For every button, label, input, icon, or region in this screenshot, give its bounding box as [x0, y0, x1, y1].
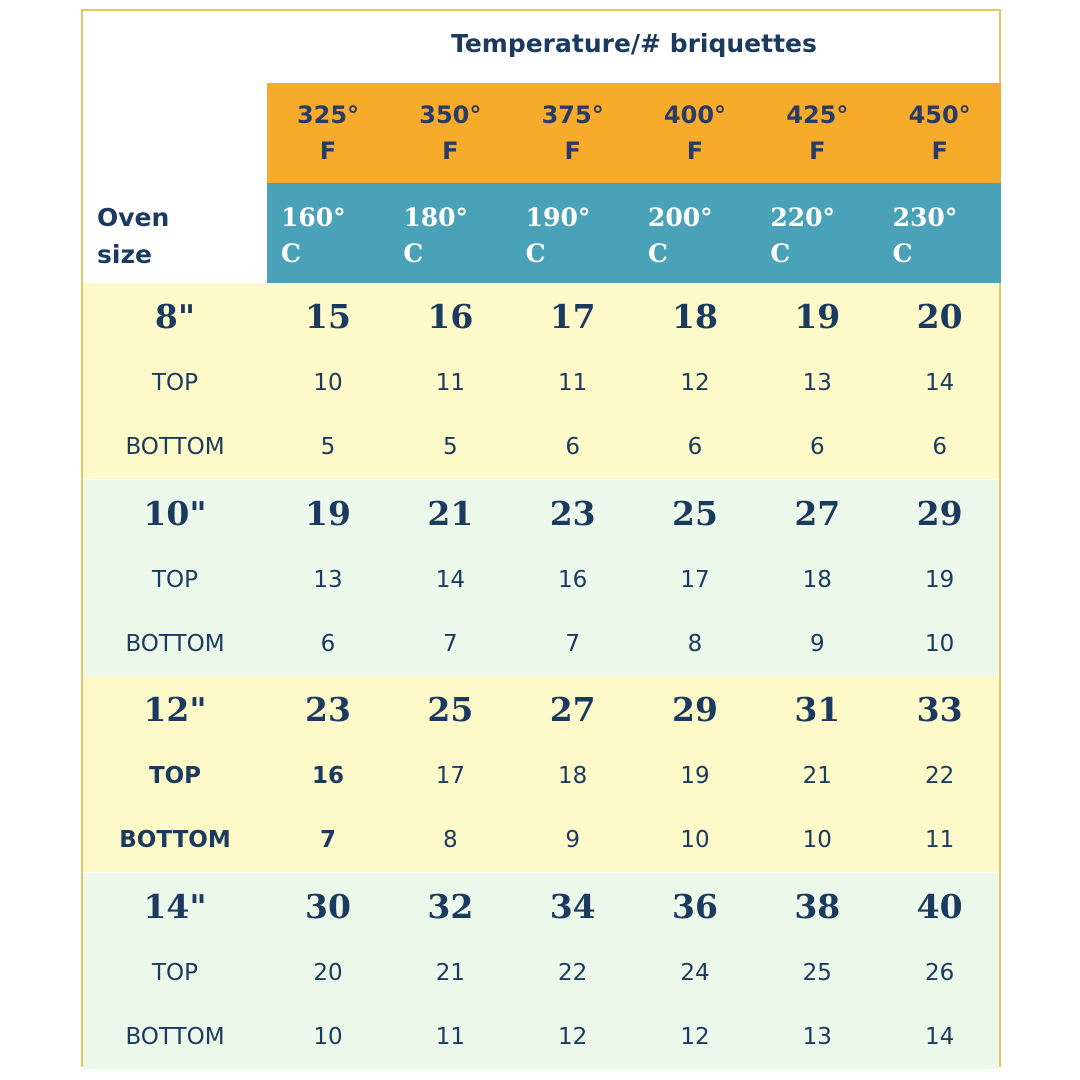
- top-briquette-count: 12: [680, 370, 710, 396]
- celsius-degrees: 190°: [525, 203, 591, 232]
- total-briquette-count: 38: [794, 886, 841, 926]
- celsius-degrees: 180°: [403, 203, 469, 232]
- total-briquette-count: 34: [549, 886, 596, 926]
- top-briquette-count: 18: [558, 763, 588, 789]
- celsius-unit: C: [892, 239, 913, 268]
- bottom-briquette-count: 11: [925, 827, 955, 853]
- total-briquette-count: 32: [427, 886, 474, 926]
- oven-size-label: [97, 199, 169, 273]
- total-briquette-count: 30: [305, 886, 351, 926]
- celsius-unit: C: [403, 239, 424, 268]
- bottom-briquette-count: 9: [565, 827, 580, 853]
- bottom-briquette-count: 6: [932, 434, 947, 460]
- fahrenheit-header-cell: [879, 83, 1001, 183]
- oven-size-label-line1: Oven: [97, 203, 170, 232]
- celsius-unit: C: [525, 239, 546, 268]
- table-title: [83, 11, 999, 85]
- oven-size-group: [83, 676, 999, 872]
- total-row-label: 8": [154, 297, 196, 336]
- fahrenheit-unit: F: [564, 137, 581, 165]
- fahrenheit-degrees: 425°: [786, 101, 849, 129]
- oven-size-label-line2: size: [97, 240, 152, 269]
- top-briquette-count: 17: [435, 763, 465, 789]
- celsius-header-cell: [879, 183, 1001, 283]
- celsius-degrees: 220°: [770, 203, 835, 232]
- total-briquette-count: 29: [672, 690, 718, 729]
- total-briquette-count: 27: [549, 690, 596, 729]
- total-briquette-count: 27: [794, 493, 841, 533]
- bottom-briquette-count: 10: [313, 1023, 343, 1050]
- total-briquette-count: 15: [305, 297, 351, 336]
- top-row-label: TOP: [151, 959, 199, 986]
- bottom-briquette-count: 7: [443, 630, 458, 657]
- bottom-briquette-count: 5: [320, 434, 336, 460]
- top-row-label: TOP: [151, 370, 199, 396]
- oven-size-group: [83, 480, 999, 676]
- fahrenheit-header-cell: [634, 83, 756, 183]
- total-briquette-count: 18: [672, 297, 718, 336]
- oven-size-group: [83, 873, 999, 1069]
- fahrenheit-degrees: 350°: [419, 101, 482, 129]
- bottom-briquette-count: 9: [809, 630, 825, 657]
- fahrenheit-degrees: 450°: [908, 101, 971, 129]
- celsius-header-cell: [512, 183, 634, 283]
- top-briquette-count: 11: [435, 370, 465, 396]
- total-briquette-count: 19: [305, 493, 351, 533]
- celsius-degrees: 200°: [647, 203, 713, 232]
- bottom-row-label: BOTTOM: [125, 630, 225, 657]
- total-briquette-count: 23: [305, 690, 351, 729]
- total-briquette-count: 21: [427, 493, 474, 533]
- briquette-chart-table: [81, 9, 1001, 1067]
- fahrenheit-degrees: 375°: [541, 101, 604, 129]
- total-row-label: 12": [143, 690, 207, 729]
- bottom-briquette-count: 5: [443, 434, 458, 460]
- bottom-row-label: BOTTOM: [119, 827, 231, 853]
- fahrenheit-degrees: 400°: [663, 101, 727, 129]
- fahrenheit-header-cell: [756, 83, 878, 183]
- top-briquette-count: 14: [435, 566, 465, 593]
- top-briquette-count: 22: [925, 763, 955, 789]
- bottom-briquette-count: 10: [680, 827, 710, 853]
- top-briquette-count: 10: [313, 370, 343, 396]
- total-briquette-count: 31: [794, 690, 841, 729]
- total-briquette-count: 25: [427, 690, 474, 729]
- top-briquette-count: 13: [313, 566, 343, 593]
- top-briquette-count: 24: [680, 959, 710, 986]
- celsius-header-cell: [634, 183, 756, 283]
- celsius-header-cell: [756, 183, 878, 283]
- fahrenheit-header-row: [267, 83, 1001, 183]
- total-briquette-count: 17: [549, 297, 596, 336]
- bottom-briquette-count: 11: [435, 1023, 465, 1050]
- top-briquette-count: 16: [311, 763, 344, 789]
- bottom-briquette-count: 13: [802, 1023, 832, 1050]
- bottom-briquette-count: 8: [687, 630, 703, 657]
- total-briquette-count: 20: [916, 297, 963, 336]
- bottom-briquette-count: 6: [320, 630, 336, 657]
- celsius-header-row: [267, 183, 1001, 283]
- total-briquette-count: 25: [672, 493, 718, 533]
- celsius-unit: C: [770, 239, 791, 268]
- bottom-briquette-count: 6: [809, 434, 825, 460]
- total-row-label: 14": [143, 886, 207, 926]
- top-briquette-count: 21: [435, 959, 465, 986]
- celsius-degrees: 160°: [281, 203, 346, 232]
- top-briquette-count: 18: [802, 566, 832, 593]
- total-briquette-count: 19: [794, 297, 841, 336]
- top-briquette-count: 20: [313, 959, 343, 986]
- bottom-briquette-count: 6: [565, 434, 580, 460]
- top-briquette-count: 19: [925, 566, 955, 593]
- table-title-text: Temperature/# briquettes: [451, 29, 817, 58]
- fahrenheit-unit: F: [931, 137, 948, 165]
- total-briquette-count: 36: [672, 886, 718, 926]
- fahrenheit-unit: F: [319, 137, 337, 165]
- top-row-label: TOP: [148, 763, 202, 789]
- top-briquette-count: 17: [680, 566, 710, 593]
- bottom-briquette-count: 7: [565, 630, 580, 657]
- top-row-label: TOP: [151, 566, 199, 593]
- bottom-row-label: BOTTOM: [125, 1023, 225, 1050]
- total-briquette-count: 33: [916, 690, 963, 729]
- bottom-briquette-count: 8: [443, 827, 458, 853]
- bottom-row-label: BOTTOM: [125, 434, 225, 460]
- fahrenheit-header-cell: [512, 83, 634, 183]
- fahrenheit-unit: F: [809, 137, 826, 165]
- total-briquette-count: 40: [916, 886, 963, 926]
- top-briquette-count: 14: [925, 370, 955, 396]
- bottom-briquette-count: 10: [802, 827, 832, 853]
- celsius-header-cell: [389, 183, 511, 283]
- total-row-label: 10": [143, 493, 207, 533]
- celsius-degrees: 230°: [892, 203, 958, 232]
- oven-size-group: [83, 283, 999, 479]
- bottom-briquette-count: 6: [687, 434, 703, 460]
- bottom-briquette-count: 12: [558, 1023, 588, 1050]
- top-briquette-count: 11: [558, 370, 588, 396]
- fahrenheit-unit: F: [442, 137, 459, 165]
- bottom-briquette-count: 12: [680, 1023, 710, 1050]
- top-briquette-count: 25: [802, 959, 832, 986]
- celsius-header-cell: [267, 183, 389, 283]
- bottom-briquette-count: 7: [319, 827, 336, 853]
- top-briquette-count: 13: [802, 370, 832, 396]
- top-briquette-count: 16: [558, 566, 588, 593]
- bottom-briquette-count: 14: [925, 1023, 955, 1050]
- total-briquette-count: 29: [916, 493, 963, 533]
- total-briquette-count: 23: [549, 493, 596, 533]
- top-briquette-count: 26: [925, 959, 955, 986]
- top-briquette-count: 22: [558, 959, 588, 986]
- fahrenheit-unit: F: [686, 137, 704, 165]
- celsius-unit: C: [647, 239, 668, 268]
- fahrenheit-degrees: 325°: [296, 101, 360, 129]
- bottom-briquette-count: 10: [925, 630, 955, 657]
- celsius-unit: C: [281, 239, 301, 268]
- top-briquette-count: 19: [680, 763, 710, 789]
- fahrenheit-header-cell: [267, 83, 389, 183]
- top-briquette-count: 21: [802, 763, 832, 789]
- fahrenheit-header-cell: [389, 83, 511, 183]
- total-briquette-count: 16: [427, 297, 474, 336]
